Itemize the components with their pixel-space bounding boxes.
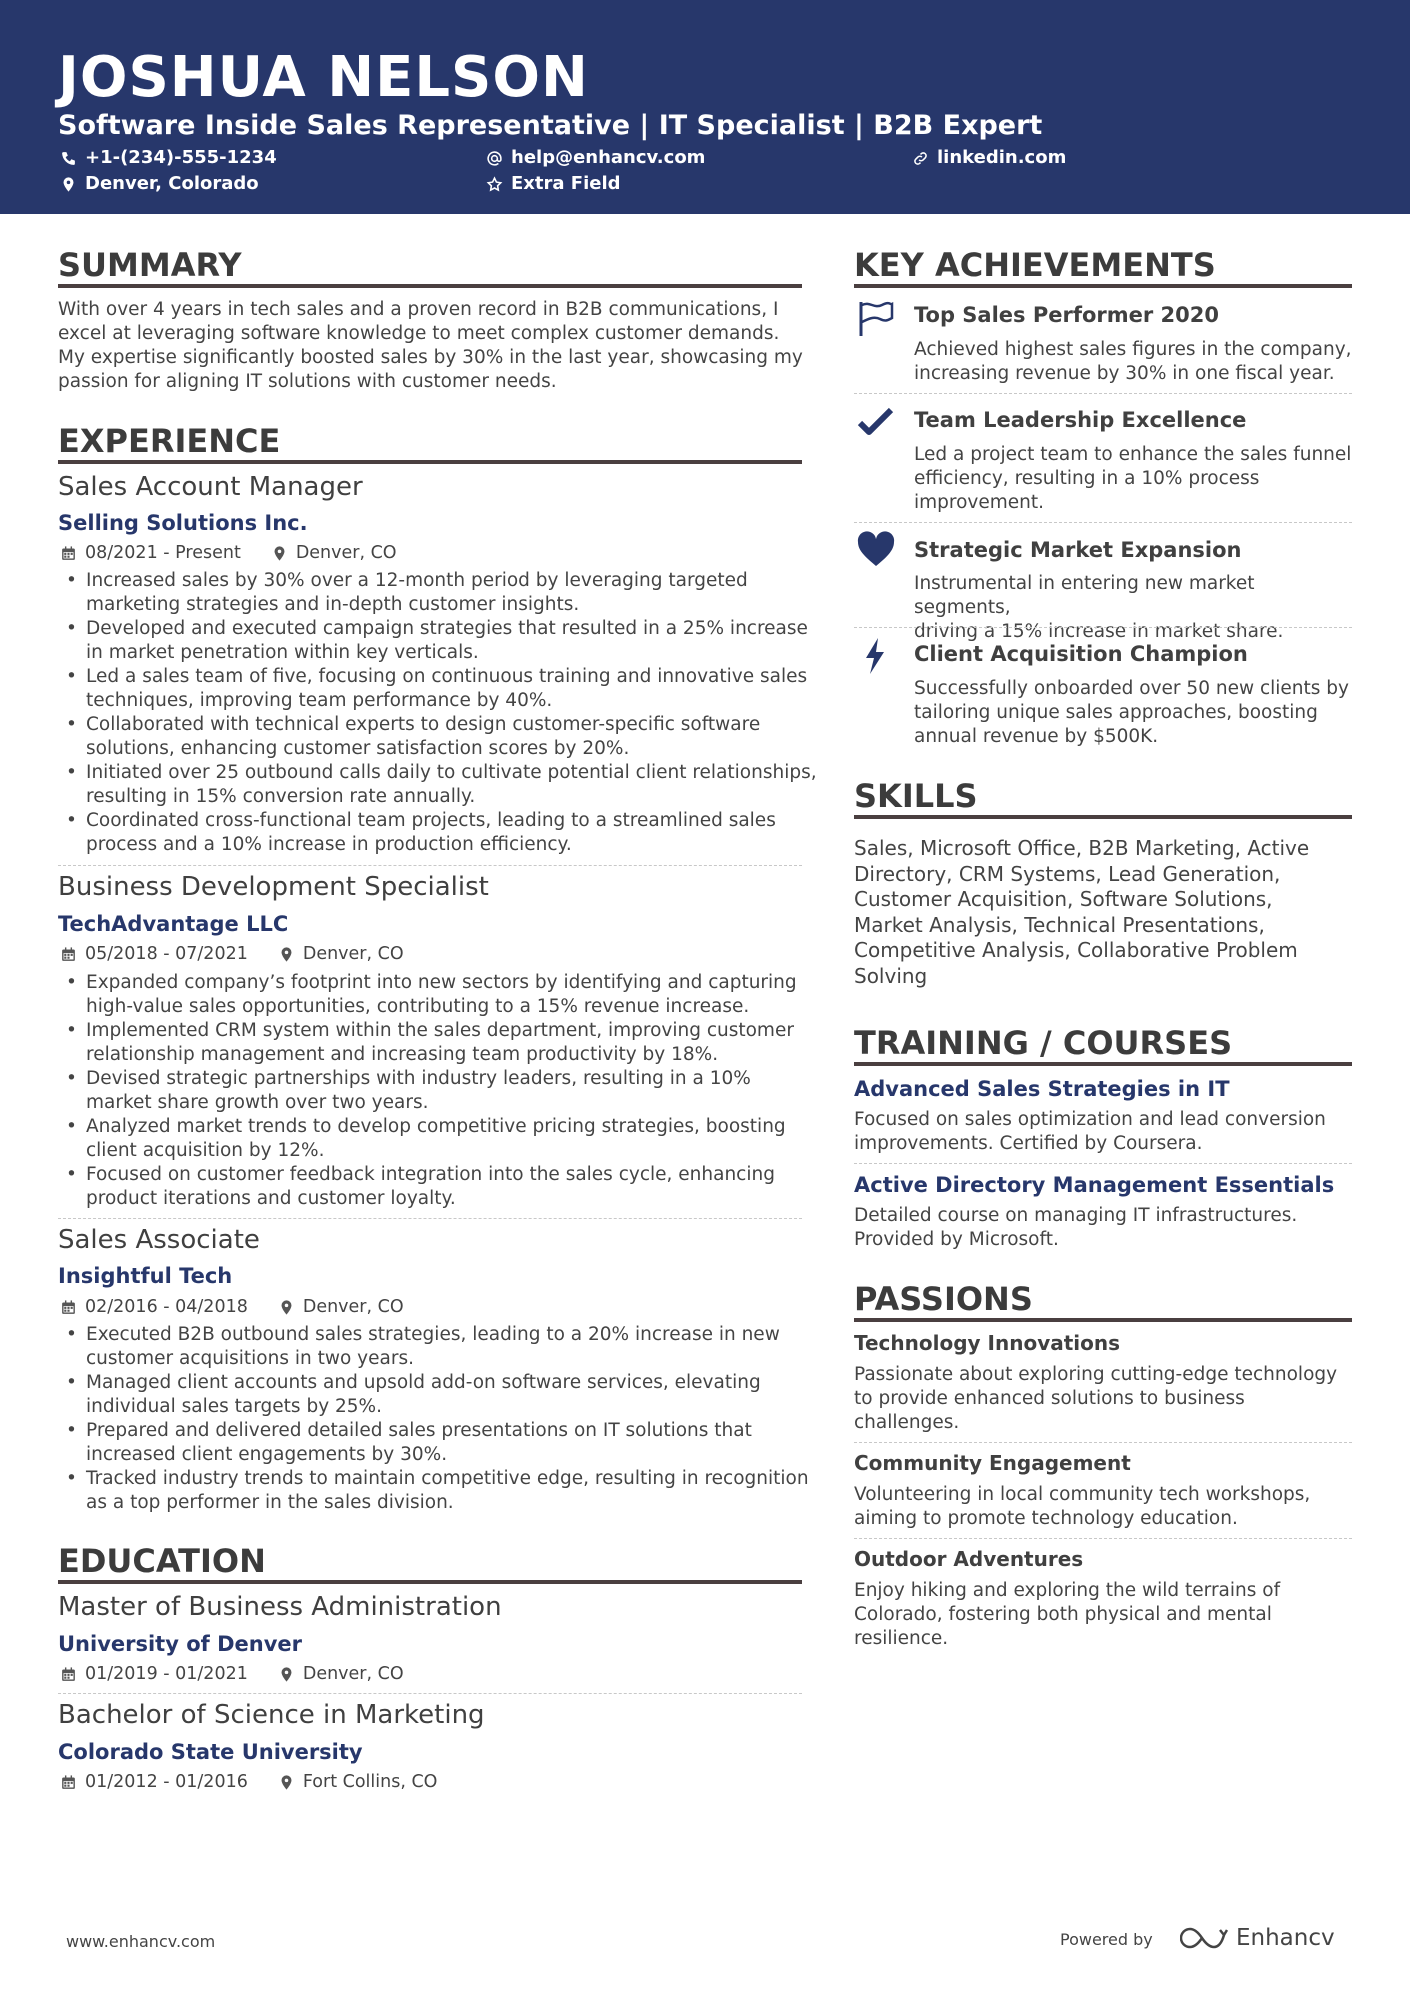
calendar-icon [60, 946, 77, 963]
achievement-title: Team Leadership Excellence [914, 408, 1247, 432]
linkedin-contact[interactable] [912, 146, 1066, 170]
education-dates: 01/2012 - 01/2016 [85, 1772, 248, 1792]
location-pin-icon [278, 946, 295, 963]
divider [854, 1538, 1352, 1539]
location-pin-icon [60, 176, 77, 193]
course-title: Advanced Sales Strategies in IT [854, 1077, 1230, 1101]
skills-heading: SKILLS [854, 777, 978, 815]
summary-heading: SUMMARY [58, 246, 242, 284]
bullet-item: • Implemented CRM system within the sales department, improving customer relationship management and increasing team productivity by 18%. [58, 1019, 828, 1067]
location-pin-icon [271, 545, 288, 562]
job-dates: 02/2016 - 04/2018 [85, 1297, 248, 1317]
job-dates: 08/2021 - Present [85, 543, 241, 563]
calendar-icon [60, 1666, 77, 1683]
calendar-icon [60, 1299, 77, 1316]
phone-contact[interactable] [60, 146, 277, 170]
star-icon [486, 176, 503, 193]
phone-text: +1-(234)-555-1234 [85, 147, 277, 168]
job-meta [60, 942, 404, 966]
job-title: Sales Associate [58, 1225, 260, 1255]
achievement-desc: Achieved highest sales figures in the company, increasing revenue by 30% in one fiscal year. [914, 339, 1352, 384]
lightning-icon [856, 636, 896, 676]
achievements-heading: KEY ACHIEVEMENTS [854, 246, 1216, 284]
location-text: Denver, Colorado [85, 173, 259, 194]
email-text: help@enhancv.com [511, 147, 706, 168]
education-heading: EDUCATION [58, 1542, 266, 1580]
education-location: Fort Collins, CO [302, 1772, 438, 1792]
enhancv-brand-link[interactable] [1180, 1924, 1335, 1952]
degree-title: Bachelor of Science in Marketing [58, 1700, 485, 1730]
location-pin-icon [278, 1299, 295, 1316]
passion-title: Community Engagement [854, 1451, 1131, 1475]
education-rule [58, 1580, 802, 1584]
extra-field-text: Extra Field [511, 173, 621, 194]
bullet-item: • Tracked industry trends to maintain competitive edge, resulting in recognition as a top performer in the sales division. [58, 1467, 828, 1515]
education-dates: 01/2019 - 01/2021 [85, 1664, 248, 1684]
bullet-item: • Managed client accounts and upsold add-on software services, elevating individual sales targets by 25%. [58, 1371, 828, 1419]
job-title: Sales Account Manager [58, 472, 363, 502]
calendar-icon [60, 545, 77, 562]
training-rule [854, 1062, 1352, 1066]
heart-icon [856, 530, 896, 570]
bullet-item: • Executed B2B outbound sales strategies, leading to a 20% increase in new customer acquisitions in two years. [58, 1323, 828, 1371]
achievements-rule [854, 284, 1352, 288]
passion-title: Outdoor Adventures [854, 1547, 1084, 1571]
school-name: Colorado State University [58, 1740, 363, 1764]
skills-rule [854, 815, 1352, 819]
degree-title: Master of Business Administration [58, 1592, 502, 1622]
checkmark-icon [856, 402, 896, 442]
summary-text [58, 298, 818, 394]
powered-by-label: Powered by [1060, 1930, 1153, 1949]
skills-list: Sales, Microsoft Office, B2B Marketing, Active Directory, CRM Systems, Lead Generation, Customer Acquisition, Software Solutions, Market Analysis, Technical Presentations, Competitive Analysis, Collaborative Problem Solving [854, 836, 1310, 988]
summary-line: passion for aligning IT solutions with customer needs. [58, 371, 557, 392]
passions-heading: PASSIONS [854, 1280, 1033, 1318]
bullet-item: • Increased sales by 30% over a 12-month period by leveraging targeted marketing strategies and in-depth customer insights. [58, 569, 828, 617]
job-bullets [58, 569, 828, 857]
experience-heading: EXPERIENCE [58, 422, 281, 460]
bullet-item: • Led a sales team of five, focusing on continuous training and innovative sales techniques, improving team performance by 40%. [58, 665, 828, 713]
extra-field-contact [486, 172, 621, 196]
passion-desc: Volunteering in local community tech workshops, aiming to promote technology education. [854, 1484, 1311, 1529]
job-location: Denver, CO [302, 1297, 404, 1317]
job-meta [60, 541, 397, 565]
job-title: Business Development Specialist [58, 872, 489, 902]
bullet-item: • Prepared and delivered detailed sales presentations on IT solutions that increased client engagements by 30%. [58, 1419, 828, 1467]
bullet-item: • Initiated over 25 outbound calls daily to cultivate potential client relationships, resulting in 15% conversion rate annually. [58, 761, 828, 809]
training-heading: TRAINING / COURSES [854, 1024, 1233, 1062]
footer-website-link[interactable]: www.enhancv.com [66, 1932, 216, 1951]
location-contact [60, 172, 259, 196]
company-name: TechAdvantage LLC [58, 912, 289, 936]
candidate-title: Software Inside Sales Representative | IT Specialist | B2B Expert [58, 110, 1043, 141]
achievement-title: Top Sales Performer 2020 [914, 303, 1220, 327]
summary-line: With over 4 years in tech sales and a proven record in B2B communications, I [58, 299, 779, 320]
education-meta [60, 1770, 437, 1794]
divider [58, 1218, 802, 1219]
bullet-item: • Coordinated cross-functional team projects, leading to a streamlined sales process and a 10% increase in production efficiency. [58, 809, 828, 857]
job-location: Denver, CO [295, 543, 397, 563]
job-location: Denver, CO [302, 944, 404, 964]
bullet-item: • Developed and executed campaign strategies that resulted in a 25% increase in market penetration within key verticals. [58, 617, 828, 665]
job-bullets [58, 1323, 828, 1515]
achievement-title: Client Acquisition Champion [914, 642, 1248, 666]
passions-rule [854, 1318, 1352, 1322]
flag-icon [856, 298, 896, 338]
job-bullets [58, 971, 828, 1211]
passion-desc: Passionate about exploring cutting-edge technology to provide enhanced solutions to business challenges. [854, 1364, 1338, 1433]
experience-rule [58, 460, 802, 464]
divider [854, 522, 1352, 523]
divider [58, 1693, 802, 1694]
at-icon [486, 150, 503, 167]
passion-desc: Enjoy hiking and exploring the wild terrains of Colorado, fostering both physical and mental resilience. [854, 1580, 1281, 1649]
passion-title: Technology Innovations [854, 1331, 1121, 1355]
linkedin-text: linkedin.com [937, 147, 1067, 168]
location-pin-icon [278, 1666, 295, 1683]
divider [854, 1163, 1352, 1164]
email-contact[interactable] [486, 146, 705, 170]
summary-rule [58, 284, 802, 288]
bullet-item: • Expanded company’s footprint into new sectors by identifying and capturing high-value sales opportunities, contributing to a 15% revenue increase. [58, 971, 828, 1019]
bullet-item: • Collaborated with technical experts to design customer-specific software solutions, enhancing customer satisfaction scores by 20%. [58, 713, 828, 761]
divider [854, 627, 1352, 628]
summary-line: excel at leveraging software knowledge to meet complex customer demands. [58, 323, 780, 344]
course-desc: Detailed course on managing IT infrastructures. Provided by Microsoft. [854, 1205, 1298, 1250]
phone-icon [60, 150, 77, 167]
job-meta [60, 1295, 404, 1319]
divider [58, 865, 802, 866]
bullet-item: • Devised strategic partnerships with industry leaders, resulting in a 10% market share growth over two years. [58, 1067, 828, 1115]
job-dates: 05/2018 - 07/2021 [85, 944, 248, 964]
divider [854, 1442, 1352, 1443]
candidate-name: JOSHUA NELSON [58, 45, 589, 110]
brand-name: Enhancv [1236, 1925, 1335, 1951]
education-meta [60, 1662, 404, 1686]
link-icon [912, 150, 929, 167]
company-name: Selling Solutions Inc. [58, 511, 308, 535]
location-pin-icon [278, 1774, 295, 1791]
course-title: Active Directory Management Essentials [854, 1173, 1335, 1197]
divider [854, 393, 1352, 394]
course-desc: Focused on sales optimization and lead conversion improvements. Certified by Coursera. [854, 1109, 1326, 1154]
bullet-item: • Focused on customer feedback integration into the sales cycle, enhancing product iterations and customer loyalty. [58, 1163, 828, 1211]
achievement-title: Strategic Market Expansion [914, 538, 1242, 562]
school-name: University of Denver [58, 1632, 303, 1656]
company-name: Insightful Tech [58, 1264, 233, 1288]
bullet-item: • Analyzed market trends to develop competitive pricing strategies, boosting client acquisition by 12%. [58, 1115, 828, 1163]
summary-line: My expertise significantly boosted sales by 30% in the last year, showcasing my [58, 347, 803, 368]
calendar-icon [60, 1774, 77, 1791]
resume-header [0, 0, 1410, 214]
enhancv-logo-icon [1180, 1924, 1228, 1952]
education-location: Denver, CO [302, 1664, 404, 1684]
achievement-desc: Instrumental in entering new market segments, driving a 15% increase in market share. [914, 573, 1284, 642]
achievement-desc: Successfully onboarded over 50 new clients by tailoring unique sales approaches, boosting annual revenue by $500K. [914, 678, 1349, 747]
achievement-desc: Led a project team to enhance the sales funnel efficiency, resulting in a 10% process improvement. [914, 444, 1352, 513]
